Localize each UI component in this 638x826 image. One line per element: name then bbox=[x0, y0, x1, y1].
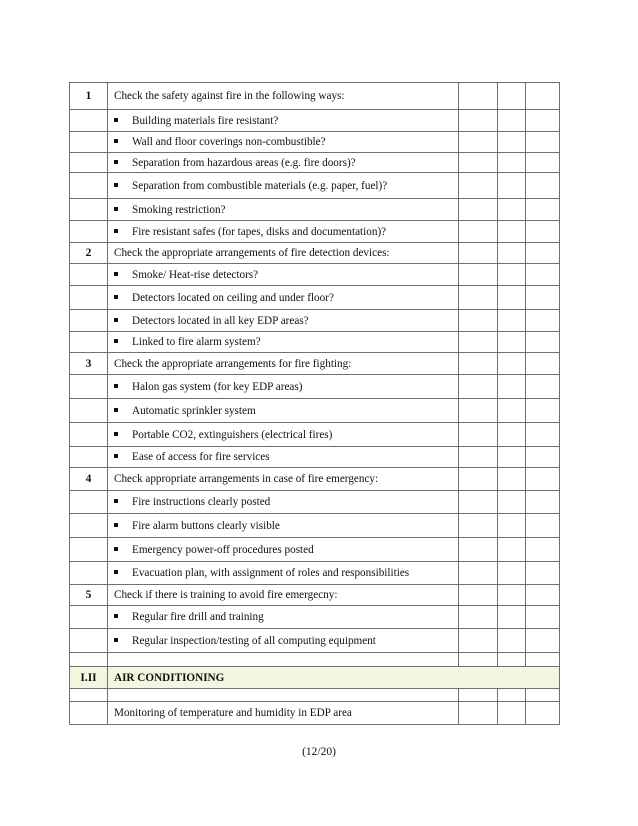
check-box[interactable] bbox=[498, 514, 526, 538]
blank-cell bbox=[108, 653, 459, 667]
check-box[interactable] bbox=[498, 468, 526, 491]
checklist-item-row bbox=[70, 153, 560, 173]
check-box[interactable] bbox=[459, 606, 498, 629]
checklist-item-text: Wall and floor coverings non-combustible? bbox=[132, 136, 326, 148]
checklist-item-row bbox=[70, 221, 560, 243]
group-heading: Check the safety against fire in the following ways: bbox=[108, 83, 459, 110]
check-box[interactable] bbox=[526, 110, 560, 132]
check-box[interactable] bbox=[526, 562, 560, 585]
check-box[interactable] bbox=[459, 562, 498, 585]
checklist-item-row bbox=[70, 375, 560, 399]
checklist-item-row bbox=[70, 332, 560, 353]
group-heading-row bbox=[70, 353, 560, 375]
empty-number-cell bbox=[70, 629, 108, 653]
checklist-item-row bbox=[70, 491, 560, 514]
blank-row bbox=[70, 689, 560, 702]
empty-number-cell bbox=[70, 332, 108, 353]
check-box[interactable] bbox=[498, 353, 526, 375]
check-box[interactable] bbox=[459, 353, 498, 375]
empty-number-cell bbox=[70, 423, 108, 447]
group-heading: Check the appropriate arrangements for fire fighting: bbox=[108, 353, 459, 375]
checklist-item bbox=[108, 562, 459, 585]
checklist-item bbox=[108, 310, 459, 332]
group-number: 3 bbox=[70, 353, 108, 375]
checklist-item-row bbox=[70, 562, 560, 585]
square-bullet-icon bbox=[114, 499, 118, 503]
checklist-item-row bbox=[70, 286, 560, 310]
checklist-item bbox=[108, 199, 459, 221]
check-box[interactable] bbox=[526, 243, 560, 264]
check-box[interactable] bbox=[459, 173, 498, 199]
checklist-item-row bbox=[70, 423, 560, 447]
square-bullet-icon bbox=[114, 207, 118, 211]
check-box[interactable] bbox=[526, 447, 560, 468]
square-bullet-icon bbox=[114, 523, 118, 527]
checklist-item-text: Fire instructions clearly posted bbox=[132, 496, 271, 508]
blank-cell bbox=[526, 689, 560, 702]
check-box[interactable] bbox=[459, 83, 498, 110]
check-box[interactable] bbox=[459, 399, 498, 423]
checklist-item-text: Separation from combustible materials (e.g. paper, fuel)? bbox=[132, 179, 388, 192]
empty-number-cell bbox=[70, 310, 108, 332]
check-box[interactable] bbox=[526, 585, 560, 606]
check-box[interactable] bbox=[498, 562, 526, 585]
check-box[interactable] bbox=[459, 332, 498, 353]
checklist-item bbox=[108, 423, 459, 447]
square-bullet-icon bbox=[114, 272, 118, 276]
check-box[interactable] bbox=[459, 538, 498, 562]
group-heading-row bbox=[70, 585, 560, 606]
checklist-item-row bbox=[70, 514, 560, 538]
check-box[interactable] bbox=[498, 332, 526, 353]
check-box[interactable] bbox=[459, 514, 498, 538]
empty-number-cell bbox=[70, 399, 108, 423]
check-box[interactable] bbox=[526, 491, 560, 514]
empty-number-cell bbox=[70, 132, 108, 153]
group-heading: Check if there is training to avoid fire emergecny: bbox=[108, 585, 459, 606]
check-box[interactable] bbox=[526, 173, 560, 199]
check-box[interactable] bbox=[459, 629, 498, 653]
check-box[interactable] bbox=[526, 264, 560, 286]
check-box[interactable] bbox=[498, 375, 526, 399]
empty-number-cell bbox=[70, 514, 108, 538]
check-box[interactable] bbox=[459, 468, 498, 491]
section-item: Monitoring of temperature and humidity in EDP area bbox=[108, 702, 459, 725]
square-bullet-icon bbox=[114, 229, 118, 233]
checklist-item-row bbox=[70, 606, 560, 629]
check-box[interactable] bbox=[526, 538, 560, 562]
check-box[interactable] bbox=[459, 199, 498, 221]
check-box[interactable] bbox=[498, 702, 526, 725]
blank-cell bbox=[70, 653, 108, 667]
group-heading-row bbox=[70, 243, 560, 264]
check-box[interactable] bbox=[526, 606, 560, 629]
blank-cell bbox=[459, 653, 498, 667]
group-heading-row bbox=[70, 83, 560, 110]
square-bullet-icon bbox=[114, 408, 118, 412]
check-box[interactable] bbox=[526, 83, 560, 110]
check-box[interactable] bbox=[459, 286, 498, 310]
square-bullet-icon bbox=[114, 139, 118, 143]
check-box[interactable] bbox=[459, 221, 498, 243]
empty-number-cell bbox=[70, 562, 108, 585]
check-box[interactable] bbox=[459, 423, 498, 447]
check-box[interactable] bbox=[498, 538, 526, 562]
checklist-item-text: Fire resistant safes (for tapes, disks and documentation)? bbox=[132, 225, 387, 238]
checklist-table bbox=[69, 82, 560, 725]
group-number: 2 bbox=[70, 243, 108, 264]
checklist-item bbox=[108, 606, 459, 629]
checklist-item bbox=[108, 491, 459, 514]
check-box[interactable] bbox=[459, 375, 498, 399]
checklist-item bbox=[108, 264, 459, 286]
checklist-item-text: Emergency power-off procedures posted bbox=[132, 543, 314, 556]
checklist-item bbox=[108, 132, 459, 153]
check-box[interactable] bbox=[498, 629, 526, 653]
checklist-item-text: Separation from hazardous areas (e.g. fire doors)? bbox=[132, 156, 356, 169]
checklist-item-text: Detectors located on ceiling and under floor? bbox=[132, 291, 334, 304]
check-box[interactable] bbox=[498, 243, 526, 264]
checklist-item bbox=[108, 514, 459, 538]
checklist-item-text: Smoking restriction? bbox=[132, 203, 226, 216]
check-box[interactable] bbox=[498, 153, 526, 173]
empty-number-cell bbox=[70, 110, 108, 132]
check-box[interactable] bbox=[526, 132, 560, 153]
checklist-item-row bbox=[70, 310, 560, 332]
checklist-item-text: Portable CO2, extinguishers (electrical fires) bbox=[132, 428, 333, 441]
square-bullet-icon bbox=[114, 454, 118, 458]
square-bullet-icon bbox=[114, 318, 118, 322]
empty-number-cell bbox=[70, 286, 108, 310]
check-box[interactable] bbox=[498, 399, 526, 423]
check-box[interactable] bbox=[459, 264, 498, 286]
blank-cell bbox=[498, 689, 526, 702]
empty-number-cell bbox=[70, 173, 108, 199]
check-box[interactable] bbox=[526, 286, 560, 310]
checklist-item-text: Linked to fire alarm system? bbox=[132, 336, 261, 348]
checklist-item-row bbox=[70, 199, 560, 221]
group-number: 1 bbox=[70, 83, 108, 110]
square-bullet-icon bbox=[114, 295, 118, 299]
check-box[interactable] bbox=[498, 491, 526, 514]
checklist-item bbox=[108, 286, 459, 310]
empty-number-cell bbox=[70, 447, 108, 468]
check-box[interactable] bbox=[459, 702, 498, 725]
checklist-item-row bbox=[70, 702, 560, 725]
checklist-item-row bbox=[70, 132, 560, 153]
blank-cell bbox=[526, 653, 560, 667]
checklist-item bbox=[108, 332, 459, 353]
checklist-item-row bbox=[70, 399, 560, 423]
check-box[interactable] bbox=[459, 243, 498, 264]
checklist-item-text: Fire alarm buttons clearly visible bbox=[132, 519, 280, 532]
check-box[interactable] bbox=[498, 310, 526, 332]
check-box[interactable] bbox=[526, 514, 560, 538]
blank-cell bbox=[498, 653, 526, 667]
check-box[interactable] bbox=[498, 286, 526, 310]
checklist-item bbox=[108, 153, 459, 173]
check-box[interactable] bbox=[526, 310, 560, 332]
check-box[interactable] bbox=[526, 199, 560, 221]
check-box[interactable] bbox=[526, 423, 560, 447]
empty-number-cell bbox=[70, 221, 108, 243]
checklist-item bbox=[108, 447, 459, 468]
checklist-item bbox=[108, 629, 459, 653]
check-box[interactable] bbox=[526, 702, 560, 725]
empty-number-cell bbox=[70, 153, 108, 173]
checklist-item-row bbox=[70, 173, 560, 199]
square-bullet-icon bbox=[114, 339, 118, 343]
square-bullet-icon bbox=[114, 614, 118, 618]
check-box[interactable] bbox=[526, 468, 560, 491]
checklist-item-text: Halon gas system (for key EDP areas) bbox=[132, 380, 303, 393]
check-box[interactable] bbox=[526, 629, 560, 653]
check-box[interactable] bbox=[459, 132, 498, 153]
checklist-item bbox=[108, 375, 459, 399]
checklist-item-text: Regular fire drill and training bbox=[132, 611, 264, 623]
empty-number-cell bbox=[70, 702, 108, 725]
group-number: 5 bbox=[70, 585, 108, 606]
page-number: (12/20) bbox=[302, 746, 336, 758]
checklist-item-text: Building materials fire resistant? bbox=[132, 114, 279, 127]
check-box[interactable] bbox=[459, 447, 498, 468]
blank-cell bbox=[459, 689, 498, 702]
check-box[interactable] bbox=[526, 153, 560, 173]
square-bullet-icon bbox=[114, 384, 118, 388]
empty-number-cell bbox=[70, 491, 108, 514]
check-box[interactable] bbox=[498, 199, 526, 221]
group-heading-row bbox=[70, 468, 560, 491]
check-box[interactable] bbox=[526, 332, 560, 353]
checklist-item-text: Ease of access for fire services bbox=[132, 451, 270, 463]
checklist-item-text: Evacuation plan, with assignment of roles and responsibilities bbox=[132, 567, 410, 579]
check-box[interactable] bbox=[498, 221, 526, 243]
blank-row bbox=[70, 653, 560, 667]
checklist-item-text: Automatic sprinkler system bbox=[132, 404, 256, 417]
checklist-item bbox=[108, 110, 459, 132]
checklist-item-row bbox=[70, 264, 560, 286]
empty-number-cell bbox=[70, 264, 108, 286]
square-bullet-icon bbox=[114, 183, 118, 187]
check-box[interactable] bbox=[459, 491, 498, 514]
check-box[interactable] bbox=[498, 447, 526, 468]
checklist-item bbox=[108, 538, 459, 562]
check-box[interactable] bbox=[498, 423, 526, 447]
check-box[interactable] bbox=[526, 353, 560, 375]
blank-cell bbox=[108, 689, 459, 702]
square-bullet-icon bbox=[114, 160, 118, 164]
square-bullet-icon bbox=[114, 432, 118, 436]
check-box[interactable] bbox=[498, 173, 526, 199]
check-box[interactable] bbox=[526, 375, 560, 399]
checklist-item bbox=[108, 221, 459, 243]
check-box[interactable] bbox=[459, 110, 498, 132]
check-box[interactable] bbox=[459, 310, 498, 332]
empty-number-cell bbox=[70, 199, 108, 221]
check-box[interactable] bbox=[498, 606, 526, 629]
section-heading-row bbox=[70, 667, 560, 689]
check-box[interactable] bbox=[498, 110, 526, 132]
check-box[interactable] bbox=[498, 83, 526, 110]
checklist-item bbox=[108, 399, 459, 423]
check-box[interactable] bbox=[459, 153, 498, 173]
check-box[interactable] bbox=[498, 264, 526, 286]
check-box[interactable] bbox=[498, 585, 526, 606]
checklist-item-row bbox=[70, 538, 560, 562]
group-number: 4 bbox=[70, 468, 108, 491]
checklist-item bbox=[108, 173, 459, 199]
blank-cell bbox=[70, 689, 108, 702]
checklist-item-row bbox=[70, 447, 560, 468]
square-bullet-icon bbox=[114, 547, 118, 551]
checklist-item-text: Detectors located in all key EDP areas? bbox=[132, 314, 309, 327]
checklist-item-text: Regular inspection/testing of all computing equipment bbox=[132, 634, 376, 647]
checklist-item-row bbox=[70, 629, 560, 653]
empty-number-cell bbox=[70, 375, 108, 399]
group-heading: Check appropriate arrangements in case of fire emergency: bbox=[108, 468, 459, 491]
checklist-item-row bbox=[70, 110, 560, 132]
check-box[interactable] bbox=[526, 221, 560, 243]
checklist-item-text: Smoke/ Heat-rise detectors? bbox=[132, 268, 259, 281]
section-number: I.II bbox=[70, 667, 108, 689]
square-bullet-icon bbox=[114, 570, 118, 574]
check-box[interactable] bbox=[498, 132, 526, 153]
empty-number-cell bbox=[70, 538, 108, 562]
check-box[interactable] bbox=[526, 399, 560, 423]
group-heading: Check the appropriate arrangements of fire detection devices: bbox=[108, 243, 459, 264]
empty-number-cell bbox=[70, 606, 108, 629]
square-bullet-icon bbox=[114, 638, 118, 642]
check-box[interactable] bbox=[459, 585, 498, 606]
square-bullet-icon bbox=[114, 118, 118, 122]
checklist-body bbox=[70, 83, 560, 725]
section-title: AIR CONDITIONING bbox=[108, 667, 560, 689]
